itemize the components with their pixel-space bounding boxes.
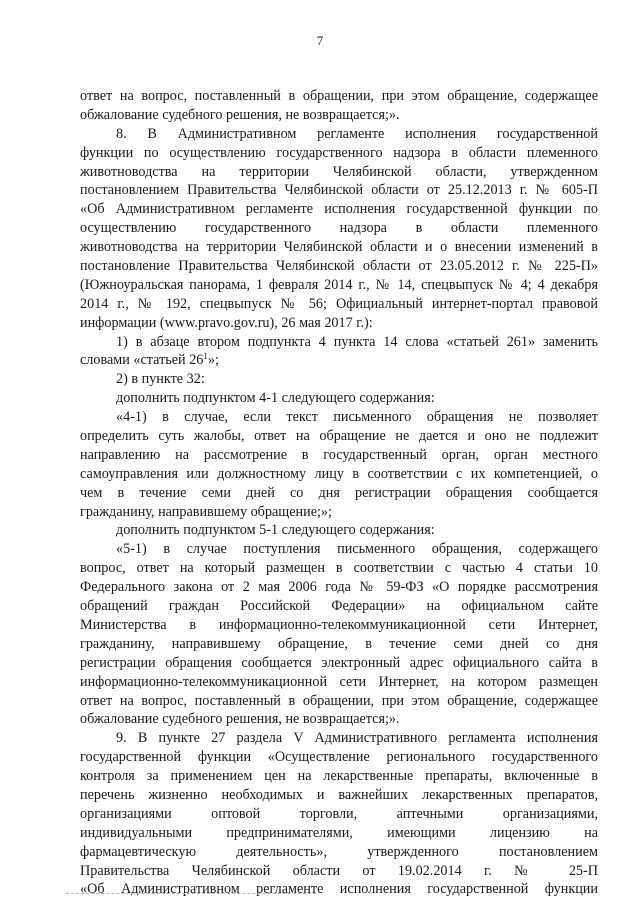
text-line: самоуправления или должностному лицу в соответствии с их компетенцией, о — [80, 465, 598, 482]
text-line: индивидуальными предпринимателями, имеющими лицензию на — [80, 824, 598, 841]
text-line: определить суть жалобы, ответ на обращение не дается и оно не подлежит — [80, 428, 598, 445]
paragraph-8-start: 8. В Административном регламенте исполнения государственной — [116, 125, 598, 142]
text-fragment: словами «статьей 26 — [80, 352, 204, 369]
paragraph-9-start: 9. В пункте 27 раздела V Административного регламента исполнения — [116, 730, 598, 747]
text-line: (Южноуральская панорама, 1 февраля 2014 г., № 14, спецвыпуск № 4; 4 декабря — [80, 276, 598, 293]
text-line: направлению на рассмотрение в государственный орган, орган местного — [80, 446, 598, 463]
text-line: «4-1) в случае, если текст письменного обращения не позволяет — [116, 409, 598, 426]
scan-artifact-line — [66, 893, 316, 896]
text-line: Правительства Челябинской области от 19.02.2014 г. № 25-П — [80, 862, 598, 879]
document-body — [80, 87, 598, 899]
subitem-1-start: 1) в абзаце втором подпункта 4 пункта 14 слова «статьей 261» заменить — [116, 333, 598, 350]
text-line: Федерального закона от 2 мая 2006 года № 59-ФЗ «О порядке рассмотрения — [80, 579, 598, 596]
text-line: государственной функции «Осуществление регионального государственного — [80, 749, 598, 766]
subitem-2-start: 2) в пункте 32: — [116, 371, 205, 388]
text-line: дополнить подпунктом 4-1 следующего содержания: — [116, 390, 435, 407]
text-line: фармацевтическую деятельность», утвержденного постановлением — [80, 843, 598, 860]
text-line: постановлением Правительства Челябинской области от 25.12.2013 г. № 605-П — [80, 182, 598, 199]
text-line: обжалование судебного решения, не возвращается;». — [80, 711, 400, 728]
text-line: осуществлению государственного надзора в области племенного — [80, 220, 598, 237]
text-line: вопрос, ответ на который размещен в соответствии с частью 4 статьи 10 — [80, 560, 598, 577]
text-line: регистрации обращения сообщается электронный адрес официального сайта в — [80, 654, 598, 671]
text-line: ответ на вопрос, поставленный в обращении, при этом обращение, содержащее — [80, 692, 598, 709]
text-line: «Об Административном регламенте исполнения государственной функции — [80, 881, 598, 898]
text-line: обжалование судебного решения, не возвращается;». — [80, 106, 400, 123]
text-line: ответ на вопрос, поставленный в обращении, при этом обращение, содержащее — [80, 88, 598, 104]
text-line: гражданину, направившему обращение;»; — [80, 503, 332, 520]
text-line — [80, 351, 598, 370]
text-line: Министерства в информационно-телекоммуникационной сети Интернет, — [80, 616, 598, 633]
text-line: дополнить подпунктом 5-1 следующего содержания: — [116, 522, 435, 539]
text-line: контроля за применением цен на лекарственные препараты, включенные в — [80, 768, 598, 785]
text-line: обращений граждан Российской Федерации» на официальном сайте — [80, 598, 598, 615]
text-line: 2014 г., № 192, спецвыпуск № 56; Официальный интернет-портал правовой — [80, 295, 598, 312]
text-fragment: »; — [207, 352, 219, 369]
text-line: чем в течение семи дней со дня регистрации обращения сообщается — [80, 484, 598, 501]
text-line: «Об Административном регламенте исполнения государственной функции по — [80, 201, 598, 218]
text-line: информации (www.pravo.gov.ru), 26 мая 2017 г.): — [80, 314, 373, 331]
page-number: 7 — [316, 33, 324, 48]
text-line: гражданину, направившему обращение, в течение семи дней со дня — [80, 635, 598, 652]
text-line: перечень жизненно необходимых и важнейших лекарственных препаратов, — [80, 786, 598, 803]
text-line: животноводства на территории Челябинской области и о внесении изменений в — [80, 239, 598, 256]
text-line: постановление Правительства Челябинской области от 23.05.2012 г. № 225-П» — [80, 258, 598, 275]
text-line: организациями оптовой торговли, аптечными организациями, — [80, 805, 598, 822]
text-line: информационно-телекоммуникационной сети Интернет, на котором размещен — [80, 673, 598, 690]
text-line: «5-1) в случае поступления письменного обращения, содержащего — [116, 541, 598, 558]
text-line: функции по осуществлению государственного надзора в области племенного — [80, 144, 598, 161]
superscript: 1 — [203, 351, 208, 362]
text-line: животноводства на территории Челябинской области, утвержденном — [80, 163, 598, 180]
